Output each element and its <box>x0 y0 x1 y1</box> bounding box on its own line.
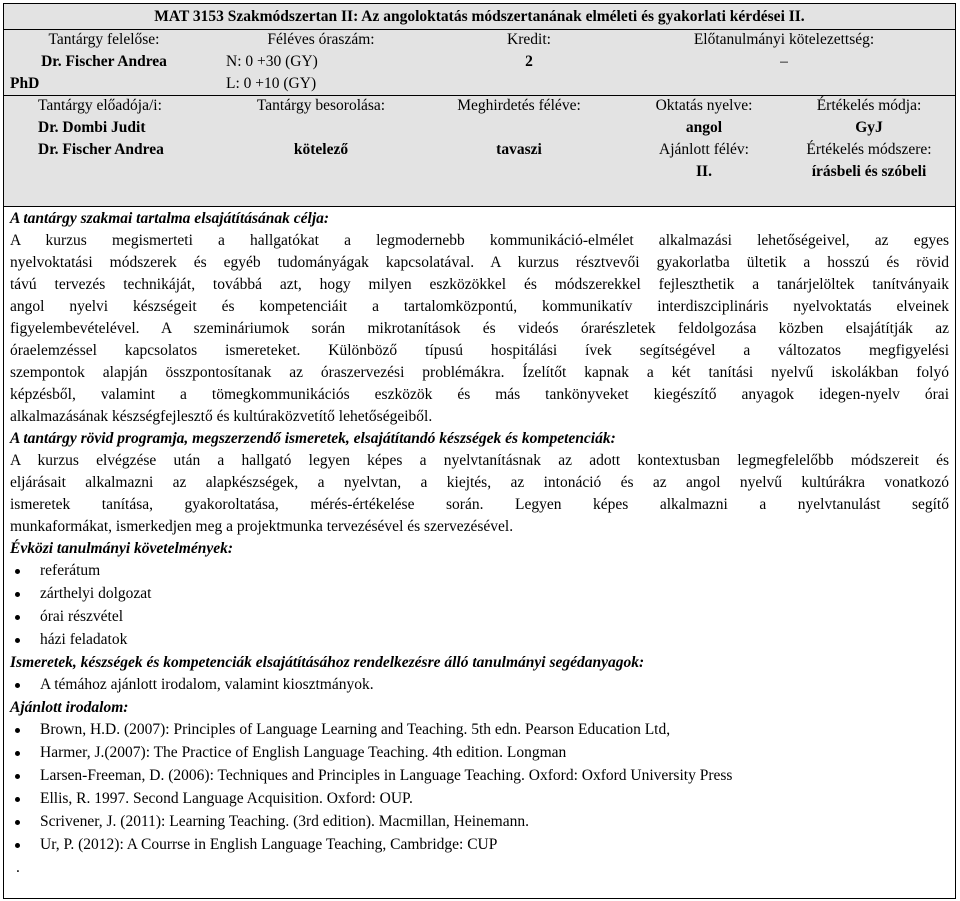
cel-heading: A tantárgy szakmai tartalma elsajátításának célja: <box>10 210 330 227</box>
irodalom-list <box>10 719 949 857</box>
list-item-text: Harmer, J.(2007): The Practice of English Language Teaching. 4th edition. Longman <box>40 744 567 761</box>
list-item-text: Ellis, R. 1997. Second Language Acquisition. Oxford: OUP. <box>40 790 413 807</box>
ertekeles-modja-value: GyJ <box>855 119 883 136</box>
list-item-text: házi feladatok <box>40 631 128 648</box>
list-item-text: Scrivener, J. (2011): Learning Teaching. (3rd edition). Macmillan, Heinemann. <box>40 813 529 830</box>
trailing-dot: . <box>16 859 20 876</box>
course-sheet <box>3 3 956 899</box>
course-body <box>10 208 949 879</box>
course-header <box>4 4 955 207</box>
text-line: munkaformákat, ismerkedjen meg a projektmunka tervezésével és szervezésével. <box>10 518 514 535</box>
kredit-value: 2 <box>525 53 533 70</box>
text-line: óraelemzéssel kapcsolatos ismereteket. Különböző típusú hospitálási ívek segítségével a változatos megfigyelési <box>10 342 949 359</box>
ajanlott-felev-label: Ajánlott félév: <box>659 141 749 158</box>
text-line: A kurzus megismerteti a hallgatókat a legmodernebb kommunikáció-elmélet alkalmazási lehetőségeivel, az egyes <box>10 232 949 249</box>
program-heading: A tantárgy rövid programja, megszerzendő ismeretek, elsajátítandó készségek és kompetenciák: <box>10 430 616 447</box>
besorolas-cell <box>226 95 416 161</box>
oraszam-cell <box>226 29 416 51</box>
elotanulmany-cell <box>619 29 949 73</box>
kredit-cell <box>444 29 614 73</box>
evkozi-heading: Évközi tanulmányi követelmények: <box>10 540 234 557</box>
nyelv-value: angol <box>685 119 723 136</box>
bullet-icon <box>15 820 20 825</box>
segedanyag-list <box>10 674 949 697</box>
elotanulmany-value: – <box>780 53 788 70</box>
text-line: eljárásait alkalmazni az alapkészségek, a nyelvtan, a kiejtés, az intonáció és az angol nyelvű kultúrákra vonatkozó <box>10 474 949 491</box>
bullet-icon <box>15 728 20 733</box>
ertekeles-modja-label: Értékelés módja: <box>816 97 922 114</box>
ertekeles-modszere-value: írásbeli és szóbeli <box>811 163 927 180</box>
bullet-icon <box>15 569 20 574</box>
list-item-text: A témához ajánlott irodalom, valamint kiosztmányok. <box>40 676 374 693</box>
meghirdetes-value: tavaszi <box>496 141 542 158</box>
list-item <box>10 583 949 606</box>
segedanyag-heading: Ismeretek, készségek és kompetenciák elsajátításához rendelkezésre álló tanulmányi segédanyagok: <box>10 654 645 671</box>
program-paragraph <box>10 450 949 538</box>
course-title: MAT 3153 Szakmódszertan II: Az angoloktatás módszertanának elméleti és gyakorlati kérdései II. <box>154 8 805 25</box>
list-item <box>10 606 949 629</box>
meghirdetes-cell <box>414 95 624 161</box>
text-line: ismeretek tanítása, gyakoroltatása, mérés-értékelése során. Legyen képes alkalmazni a nyelvtanulást segítő <box>10 496 949 513</box>
eloado-2: Dr. Fischer Andrea <box>38 141 164 158</box>
list-item-text: referátum <box>40 562 101 579</box>
text-line: angol nyelvi készségeit és kompetenciáit a tartalomközpontú, kommunikatív interdiszciplináris nyelvoktatás elveinek <box>10 298 949 315</box>
bullet-icon <box>15 615 20 620</box>
oraszam-n: N: 0 +30 (GY) <box>226 53 318 70</box>
list-item-text: Larsen-Freeman, D. (2006): Techniques and Principles in Language Teaching. Oxford: Oxford University Press <box>40 767 733 784</box>
kredit-label: Kredit: <box>507 31 551 48</box>
list-item-text: Ur, P. (2012): A Courrse in English Language Teaching, Cambridge: CUP <box>40 836 498 853</box>
eloado-1: Dr. Dombi Judit <box>38 119 146 136</box>
besorolas-value: kötelező <box>293 141 349 158</box>
list-item-text: zárthelyi dolgozat <box>40 585 152 602</box>
list-item-text: órai részvétel <box>40 608 124 625</box>
irodalom-heading: Ajánlott irodalom: <box>10 699 129 716</box>
besorolas-label: Tantárgy besorolása: <box>256 97 386 114</box>
felelos-cell <box>4 29 204 73</box>
text-line: alkalmazásának készségfejlesztő és kultúraközvetítő lehetőségeiből. <box>10 408 433 425</box>
evkozi-list <box>10 560 949 652</box>
bullet-icon <box>15 751 20 756</box>
text-line: A kurzus elvégzése után a hallgató legyen képes a nyelvtanításnak az adott kontextusban legmegfelelőbb módszereit és <box>10 452 949 469</box>
text-line: figyelembevételével. A szemináriumok során mikrotanítások és videós órarészletek feldolgozása közben elsajátítják az <box>10 320 949 337</box>
list-item <box>10 674 949 697</box>
text-line: képzésből, valamint a tömegkommunikációs eszközök és más tankönyveket kiegészítő anyagok idegen-nyelv órai <box>10 386 949 403</box>
elotanulmany-label: Előtanulmányi kötelezettség: <box>693 31 875 48</box>
text-line: szempontok alapján összpontosítanak az óraszervezési problémákra. Ízelítőt kapnak a két tanítási nyelvű iskolákban folyó <box>10 364 949 381</box>
felelos-value-2: PhD <box>10 75 40 92</box>
bullet-icon <box>15 774 20 779</box>
bullet-icon <box>15 683 20 688</box>
nyelv-cell <box>614 95 794 183</box>
nyelv-label: Oktatás nyelve: <box>655 97 753 114</box>
bullet-icon <box>15 638 20 643</box>
list-item <box>10 629 949 652</box>
ajanlott-felev-value: II. <box>696 163 712 180</box>
ertekeles-modszere-label: Értékelés módszere: <box>806 141 932 158</box>
cel-paragraph <box>10 230 949 428</box>
list-item <box>10 719 949 742</box>
list-item <box>10 788 949 811</box>
meghirdetes-label: Meghirdetés féléve: <box>457 97 581 114</box>
list-item-text: Brown, H.D. (2007): Principles of Language Learning and Teaching. 5th edn. Pearson Education Ltd, <box>40 721 671 738</box>
text-line: nyelvoktatási módszerek és egyéb tudományágak kapcsolatával. A kurzus résztvevői gyakorlatba ültetik a hosszú és rövid <box>10 254 949 271</box>
list-item <box>10 811 949 834</box>
list-item <box>10 765 949 788</box>
list-item <box>10 560 949 583</box>
oraszam-l: L: 0 +10 (GY) <box>226 75 317 92</box>
felelos-value: Dr. Fischer Andrea <box>41 53 167 70</box>
bullet-icon <box>15 592 20 597</box>
bullet-icon <box>15 843 20 848</box>
felelos-label: Tantárgy felelőse: <box>48 31 160 48</box>
list-item <box>10 834 949 857</box>
text-line: távú tervezés technikáját, továbbá azt, hogy milyen eszközökkel és módszerekkel fejleszthetik a tanárjelöltek tanítványaik <box>10 276 949 293</box>
eloado-label: Tantárgy előadója/i: <box>38 97 162 114</box>
ertekeles-cell <box>784 95 954 183</box>
bullet-icon <box>15 797 20 802</box>
oraszam-label: Féléves óraszám: <box>267 31 375 48</box>
list-item <box>10 742 949 765</box>
